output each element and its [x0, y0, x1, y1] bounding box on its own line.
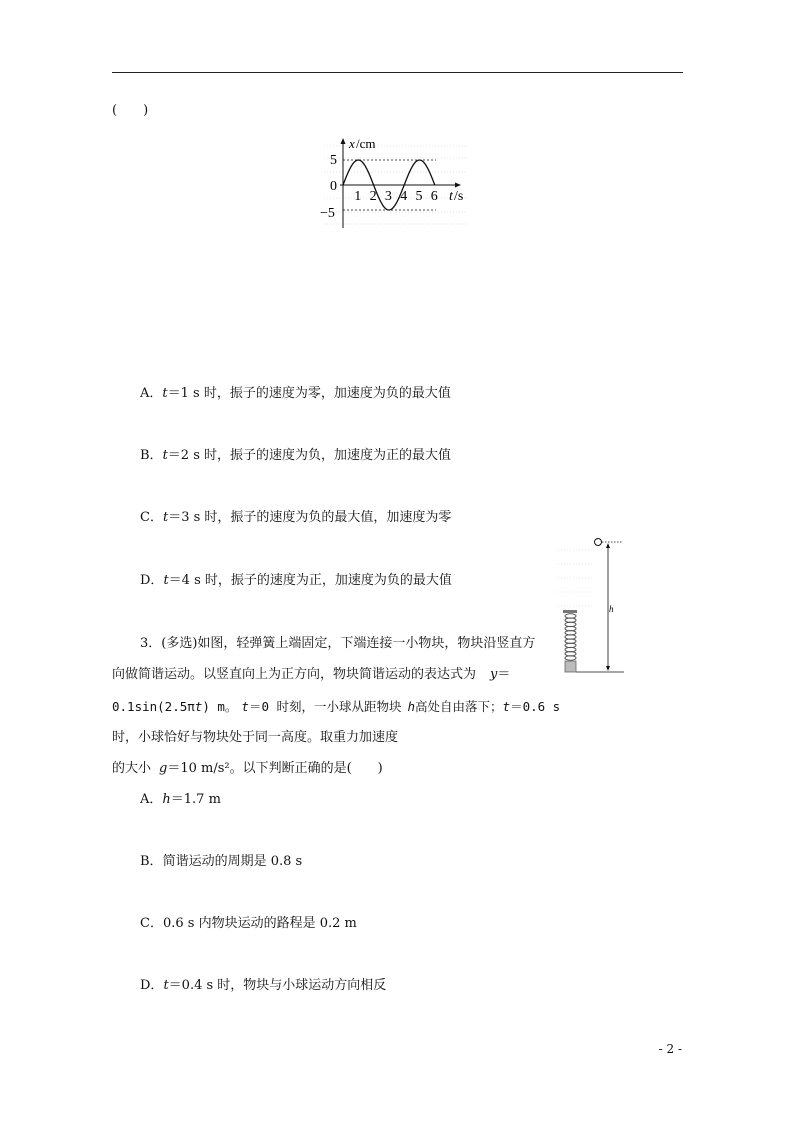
spring-coils: [565, 614, 576, 660]
header-rule: [112, 72, 683, 73]
q2-option-a: A．t＝1 s 时，振子的速度为零，加速度为负的最大值: [140, 386, 451, 401]
block: [565, 661, 576, 672]
q2-option-c: C．t＝3 s 时，振子的速度为负的最大值，加速度为零: [140, 510, 452, 525]
q3-option-a: A．h＝1.7 m: [140, 792, 221, 807]
y-axis-arrow: [341, 138, 346, 144]
page-number: - 2 -: [658, 1042, 682, 1056]
q3-option-b: B．简谐运动的周期是 0.8 s: [140, 854, 303, 869]
x-tick-label: 1: [354, 189, 362, 204]
x-axis-label-var: t: [449, 189, 453, 204]
q3-stem-line2: 向做简谐运动。以竖直向上为正方向，物块简谐运动的表达式为 y＝: [112, 667, 511, 682]
height-label: h: [609, 604, 614, 614]
q3-option-c: C．0.6 s 内物块运动的路程是 0.2 m: [140, 916, 357, 931]
x-tick-label: 4: [400, 189, 408, 204]
y-tick-neg: −5: [320, 206, 335, 221]
x-axis-arrow: [455, 183, 461, 188]
x-axis-label-unit: /s: [454, 189, 464, 204]
x-tick-label: 2: [369, 189, 377, 204]
y-axis-label-unit: /cm: [356, 136, 376, 151]
q3-stem-line4: 时，小球恰好与物块处于同一高度。取重力加速度: [112, 730, 399, 745]
ceiling-mount: [563, 610, 577, 613]
y-tick-zero: 0: [330, 179, 337, 194]
x-tick-label: 5: [415, 189, 423, 204]
figure-background-dots: [558, 550, 594, 606]
y-tick-pos: 5: [330, 153, 337, 168]
y-axis-label-var: x: [349, 136, 355, 151]
x-tick-label: 6: [430, 189, 438, 204]
q3-stem-line1: 3．(多选)如图，轻弹簧上端固定，下端连接一小物块，物块沿竖直方: [140, 636, 536, 651]
height-arrow-top: [606, 543, 610, 548]
answer-bracket: ( ): [112, 103, 149, 118]
ball: [595, 539, 602, 546]
x-tick-label: 3: [384, 189, 392, 204]
q3-stem-line5: 的大小 g＝10 m/s²。以下判断正确的是( ): [112, 761, 383, 776]
q3-option-d: D．t＝0.4 s 时，物块与小球运动方向相反: [140, 978, 387, 993]
spring-ball-figure: [556, 536, 636, 676]
q2-option-d: D．t＝4 s 时，振子的速度为正，加速度为负的最大值: [140, 573, 452, 588]
height-arrow-bottom: [606, 666, 610, 671]
q3-stem-line3: 0.1sin(2.5πt) m。 t＝0 时刻，一小球从距物块 h高处自由落下；t＝0.6 s: [112, 699, 561, 714]
q2-option-b: B．t＝2 s 时，振子的速度为负，加速度为正的最大值: [140, 448, 452, 463]
displacement-time-graph: [318, 136, 478, 232]
